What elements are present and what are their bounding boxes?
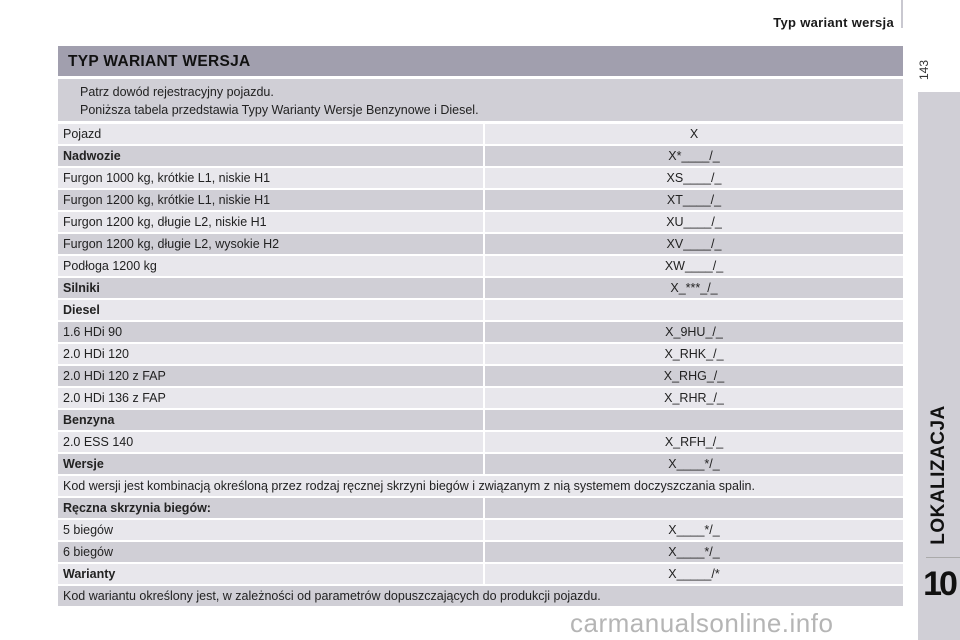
row-code: XS____/_ <box>485 168 903 188</box>
page-number: 143 <box>917 59 931 81</box>
table-row <box>58 234 903 254</box>
row-code: XW____/_ <box>485 256 903 276</box>
row-code: X*____/_ <box>485 146 903 166</box>
table-row <box>58 564 903 584</box>
row-label: Furgon 1200 kg, długie L2, wysokie H2 <box>58 234 483 254</box>
table-row <box>58 542 903 562</box>
row-code: X_____/* <box>485 564 903 584</box>
table-row <box>58 146 903 166</box>
intro-line: Poniższa tabela przedstawia Typy Warianty Wersje Benzynowe i Diesel. <box>80 103 479 117</box>
row-label: 5 biegów <box>58 520 483 540</box>
row-code: X_RHG_/_ <box>485 366 903 386</box>
table-row <box>58 256 903 276</box>
section-title-band <box>58 46 903 76</box>
row-label: Furgon 1200 kg, krótkie L1, niskie H1 <box>58 190 483 210</box>
table-row <box>58 366 903 386</box>
watermark: carmanualsonline.info <box>570 608 834 638</box>
table-row <box>58 388 903 408</box>
table-row <box>58 410 903 430</box>
row-code <box>485 498 903 518</box>
row-label: 6 biegów <box>58 542 483 562</box>
row-code: X_***_/_ <box>485 278 903 298</box>
row-code: X_RFH_/_ <box>485 432 903 452</box>
table-row <box>58 454 903 474</box>
row-code: XV____/_ <box>485 234 903 254</box>
row-code: X_RHR_/_ <box>485 388 903 408</box>
row-code <box>485 410 903 430</box>
row-code: X____*/_ <box>485 542 903 562</box>
table-row <box>58 322 903 342</box>
table-row <box>58 476 903 496</box>
row-label: Kod wariantu określony jest, w zależności od parametrów dopuszczających do produkcji pojazdu. <box>58 586 903 606</box>
row-label: Warianty <box>58 564 483 584</box>
row-code: XU____/_ <box>485 212 903 232</box>
row-label: Podłoga 1200 kg <box>58 256 483 276</box>
type-variant-version-table <box>58 124 903 608</box>
row-label: 2.0 HDi 120 <box>58 344 483 364</box>
table-row <box>58 586 903 606</box>
row-code <box>485 300 903 320</box>
table-row <box>58 124 903 144</box>
running-title: Typ wariant wersja <box>773 15 894 30</box>
chapter-title: LOKALIZACJA <box>928 405 949 545</box>
row-code: X_RHK_/_ <box>485 344 903 364</box>
row-label: 2.0 HDi 136 z FAP <box>58 388 483 408</box>
table-row <box>58 278 903 298</box>
table-row <box>58 344 903 364</box>
row-label: Nadwozie <box>58 146 483 166</box>
table-row <box>58 212 903 232</box>
row-label: Furgon 1200 kg, długie L2, niskie H1 <box>58 212 483 232</box>
chapter-number: 10 <box>923 565 955 603</box>
row-code: X_9HU_/_ <box>485 322 903 342</box>
table-row <box>58 168 903 188</box>
header-divider <box>901 0 903 28</box>
table-row <box>58 300 903 320</box>
row-label: Silniki <box>58 278 483 298</box>
chapter-divider <box>926 557 960 558</box>
row-code: X____*/_ <box>485 454 903 474</box>
row-label: 2.0 HDi 120 z FAP <box>58 366 483 386</box>
table-row <box>58 498 903 518</box>
row-label: 2.0 ESS 140 <box>58 432 483 452</box>
row-label: Pojazd <box>58 124 483 144</box>
section-intro <box>58 79 903 121</box>
row-label: Furgon 1000 kg, krótkie L1, niskie H1 <box>58 168 483 188</box>
row-label: Diesel <box>58 300 483 320</box>
row-label: Ręczna skrzynia biegów: <box>58 498 483 518</box>
row-label: Wersje <box>58 454 483 474</box>
table-row <box>58 190 903 210</box>
row-label: 1.6 HDi 90 <box>58 322 483 342</box>
row-code: X <box>485 124 903 144</box>
row-label: Kod wersji jest kombinacją określoną przez rodzaj ręcznej skrzyni biegów i związanym z nią systemem doczyszczania spalin. <box>58 476 903 496</box>
table-row <box>58 520 903 540</box>
intro-line: Patrz dowód rejestracyjny pojazdu. <box>80 85 274 99</box>
row-code: XT____/_ <box>485 190 903 210</box>
row-code: X____*/_ <box>485 520 903 540</box>
row-label: Benzyna <box>58 410 483 430</box>
section-title: TYP WARIANT WERSJA <box>68 53 251 70</box>
table-row <box>58 432 903 452</box>
